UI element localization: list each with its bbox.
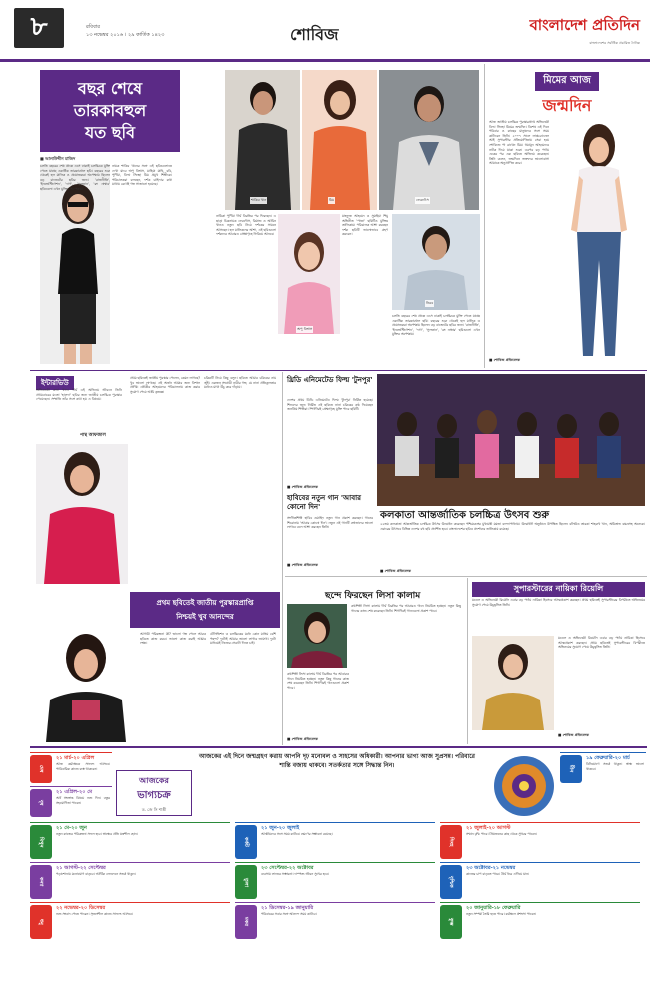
toonpur-story [285, 372, 375, 572]
row-divider [30, 370, 647, 371]
zodiac-text: সম্মান বৃদ্ধি পাবে। প্রিয়জনের কাছ থেকে সুখবর পাবেন। [466, 832, 537, 836]
lead-title-line-3: যত ছবি [85, 123, 135, 142]
photo-ferdous [379, 70, 479, 210]
kolkata-title: কলকাতা আন্তর্জাতিক চলচ্চিত্র উৎসব শুরু [380, 510, 550, 521]
zodiac-sign-name: মকর [235, 905, 257, 939]
zodiac-text: পড়াশোনায় মনোযোগ বাড়বে। আর্থিক লেনদেনে সতর্ক থাকুন। [56, 872, 136, 876]
lead-title-line-2: তারকাবহুল [73, 101, 147, 120]
horoscope-section [30, 750, 647, 980]
birthday-credit: ■ শোবিজ প্রতিবেদক [489, 358, 521, 362]
riyeli-credit: ■ শোবিজ প্রতিবেদক [558, 733, 590, 737]
interview-col-2: চরিত্রটি নিয়ে কিছু বলুন। ছবিতে আমার চরিত্রের নাম জুঁই। একজন সংগ্রামী নারীর গল্প, যে নানা প্রতিকূলতার মধ্যেও মাথা উঁচু করে দাঁড়ায়। [204, 376, 276, 390]
interview-col-3: আগামী পরিকল্পনা কী? ভালো গল্প পেলে আরও ছবিতে কাজ করব। ভালো কাজ করাই আমার লক্ষ্য। [140, 632, 206, 646]
riyeli-title: সুপারস্টারের নায়িকা রিয়েলি [472, 582, 645, 597]
zodiac-sign-name: কন্যা [30, 865, 52, 899]
zodiac-text: পরিবারের সবার সঙ্গে আনন্দে সময় কাটবে। [261, 912, 317, 916]
interview-story [30, 372, 280, 745]
zodiac-text: আজ কর্মক্ষেত্রে সাফল্য আসবে। পারিবারিক কাজে ব্যস্ত থাকবেন। [56, 762, 110, 771]
column-divider [467, 578, 468, 744]
zodiac-box [30, 862, 230, 900]
lisa-story [285, 578, 465, 744]
zodiac-date-range: ২১ ডিসেম্বর-১৯ জানুয়ারি [261, 905, 314, 911]
toonpur-body: দেশের প্রথম থ্রিডি এনিমেটেড ফিল্ম 'টুনপুর' নির্মিত হয়েছে। শিশুদের জন্য নির্মিত এই ছবিতে নানা চরিত্রের কণ্ঠ দিয়েছেন জনপ্রিয় শিল্পীরা। শিগগিরই প্রেক্ষাগৃহে মুক্তি পাবে ছবিটি। [287, 398, 373, 412]
lead-body-col-3: নায়িকা পূর্ণিমা দীর্ঘ বিরতির পর ফিরছেন। এ ছাড়া চিত্রনায়ক ফেরদৌস, রিয়াজ ও আমিন খানও নতুন ছবি নিয়ে দর্শকের সামনে আসছেন। হল মালিকদের আশা, এই ছবিগুলো দর্শকদের আবারও প্রেক্ষাগৃহে ফিরিয়ে আনবে। [216, 214, 276, 237]
zodiac-date-range: ২১ এপ্রিল-২০ মে [56, 789, 93, 795]
zodiac-box [235, 822, 435, 860]
zodiac-text: নতুন কাজের পরিকল্পনা সফল হবে। স্বাস্থ্যের প্রতি যত্নশীল হোন। [56, 832, 138, 836]
interview-banner-line-1: প্রথম ছবিতেই জাতীয় পুরস্কারপ্রাপ্তি [156, 599, 254, 607]
horoscope-title-line-1: আজকের [139, 776, 169, 785]
zodiac-sign-name: বৃশ্চিক [440, 865, 462, 899]
horoscope-title-box [116, 770, 192, 816]
zodiac-date-range: ২৩ সেপ্টেম্বর-২২ অক্টোবর [261, 865, 314, 871]
lead-body-col-2: নায়ক শাকিব খানের সঙ্গে এই ছবিগুলোতে দেখা যাবে অপু বিশ্বাস, মাহিয়া মাহি, ববি, পূর্ণিমা, বিদ্যা সিনহা মিম প্রমুখ শিল্পীকে। পরিচালকরা বলছেন, দর্শক চাহিদার কথা মাথায় রেখেই গল্প সাজানো হয়েছে। [112, 164, 172, 187]
interview-intro: অভিনেত্রী রুনা খান। দীর্ঘ এই অভিনয় জীবনে তিনি প্রথমবারের মতো 'হালদা' ছবির জন্য জাতীয় চলচ্চিত্র পুরস্কার পেয়েছেন। সম্প্রতি তাঁর সঙ্গে কথা হয় এ বিষয়ে। [36, 388, 122, 402]
lisa-body: কণ্ঠশিল্পী লিসা কালাম দীর্ঘ বিরতির পর আবারও গানে নিয়মিত হচ্ছেন। নতুন কিছু গানের কাজ শেষ করেছেন তিনি। শিগগিরই গানগুলো প্রকাশ পাবে। [351, 604, 461, 613]
zodiac-text: আত্মীয়দের সঙ্গে সময় কাটবে। ভ্রমণের সম্ভাবনা রয়েছে। [261, 832, 333, 836]
zodiac-date-range: ২১ জুন-২০ জুলাই [261, 825, 300, 831]
zodiac-date-range: ১৯ ফেব্রুয়ারি-২০ মার্চ [586, 755, 630, 761]
birthday-title-box [487, 68, 647, 118]
zodiac-sign-name: তুলা [235, 865, 257, 899]
interview-col-1: প্রথম ছবিতেই জাতীয় পুরস্কার পেলেন, কেমন লাগছে? খুব ভালো লাগছে। এই অর্জন আমার জন্য বিশাল প্রাপ্তি। তৌকীর আহমেদের পরিচালনায় কাজ করার সুযোগ পেয়ে আমি কৃতজ্ঞ। [130, 376, 200, 394]
zodiac-date-range: ২১ মার্চ-২০ এপ্রিল [56, 755, 95, 761]
lead-body-col-1: চলতি বছরের শেষ প্রান্তে এসে ঢাকাই চলচ্চিত্রে মুক্তি পেতে যাচ্ছে একাধিক তারকাবহুল ছবি। বছরের শুরু থেকেই হল মালিক ও প্রযোজকরা অপেক্ষায় ছিলেন বড় বাজেটের ছবির জন্য। 'রাজনীতি', 'ইনভেস্টিগেশন', 'দাগ', 'সুলতান', 'রং নাম্বার' ছবিগুলো এখন মুক্তির অপেক্ষায়। [40, 164, 110, 191]
masthead-logo: বাংলাদেশ প্রতিদিন [529, 16, 640, 34]
zodiac-text: কাজের চাপ বাড়তে পারে। ধৈর্য ধরে এগিয়ে যান। [466, 872, 530, 876]
masthead-tagline: বাংলাদেশের সর্বাধিক প্রচারিত দৈনিক [589, 41, 640, 45]
header-date: ১৩ নভেম্বর ২০১৬ । ২৯ কার্তিক ১৪২৩ [86, 32, 165, 38]
lisa-credit: ■ শোবিজ প্রতিবেদক [287, 737, 319, 741]
zodiac-box [30, 902, 230, 940]
birthday-story [487, 64, 647, 368]
zodiac-sign-name: কর্কট [235, 825, 257, 859]
birthday-title-line-2: জন্মদিন [542, 96, 592, 115]
zodiac-date-range: ২২ নভেম্বর-২০ ডিসেম্বর [56, 905, 106, 911]
zodiac-sign-name: মীন [560, 755, 582, 783]
lead-story [30, 64, 483, 368]
zodiac-sign-name: মিথুন [30, 825, 52, 859]
kolkata-credit: ■ শোবিজ প্রতিবেদক [380, 569, 412, 573]
zodiac-box [30, 786, 112, 818]
habib-body: সংগীতশিল্পী হাবিব ওয়াহিদ নতুন গান প্রকাশ করছেন। গানের শিরোনাম 'আবার কোনো দিন'। নতুন এই গানটি শ্রোতাদের ভালো লাগবে বলে আশা করছেন তিনি। [287, 516, 373, 530]
lead-title-box [40, 70, 180, 152]
zodiac-box [440, 902, 640, 940]
zodiac-box [560, 752, 646, 784]
birthday-body: আজ জাতীয় চলচ্চিত্র পুরস্কারপ্রাপ্ত অভিনেত্রী বিদ্যা সিনহা মিমের জন্মদিন। বিশেষ এই দিনে পরিবার ও কাছের মানুষদের সঙ্গে সময় কাটাবেন তিনি। ২০০৭ সালে লাক্স-চ্যানেল আই সুপারস্টার প্রতিযোগিতায় সেরা হয়ে শোবিজে পা রাখেন মিম। হুমায়ূন আহমেদের নাটক দিয়ে যাত্রা শুরু। এরপর বড় পর্দায় একের পর এক ছবিতে অভিনয় করেছেন। তিনি বলেন, জন্মদিনে ভক্তদের ভালোবাসা আমাকে অনুপ্রাণিত করে। [489, 120, 549, 166]
zodiac-text: অর্থ সংক্রান্ত বিষয়ে শুভ দিন। বন্ধুর সহযোগিতা পাবেন। [56, 796, 110, 805]
riyeli-story [470, 578, 647, 744]
toonpur-title: থ্রিডি এনিমেটেড ফিল্ম 'টুনপুর' [287, 376, 373, 384]
zodiac-box [235, 902, 435, 940]
lisa-body-2: কণ্ঠশিল্পী লিসা কালাম দীর্ঘ বিরতির পর আবারও গানে নিয়মিত হচ্ছেন। নতুন কিছু গানের কাজ শেষ করেছেন তিনি। শিগগিরই গানগুলো প্রকাশ পাবে। [287, 672, 349, 690]
page-number: ৮ [30, 12, 48, 42]
photo-mim [302, 70, 377, 210]
lead-body-col-5: চলতি বছরের শেষ প্রান্তে এসে ঢাকাই চলচ্চিত্রে মুক্তি পেতে যাচ্ছে একাধিক তারকাবহুল ছবি। বছরের শুরু থেকেই হল মালিক ও প্রযোজকরা অপেক্ষায় ছিলেন বড় বাজেটের ছবির জন্য। 'রাজনীতি', 'ইনভেস্টিগেশন', 'দাগ', 'সুলতান', 'রং নাম্বার' ছবিগুলো এখন মুক্তির অপেক্ষায়। [392, 314, 480, 337]
lead-byline: ■ আলাউদ্দীন মাজিদ [40, 156, 76, 161]
header-day: রবিবার [86, 24, 100, 30]
photo-apu [278, 214, 340, 334]
column-divider [282, 372, 283, 745]
zodiac-box [440, 822, 640, 860]
column-divider [484, 64, 485, 368]
caption-nirob: নিরব [426, 301, 434, 305]
zodiac-text: ব্যবসায় লাভের সম্ভাবনা। দাম্পত্য জীবন সুখের হবে। [261, 872, 329, 876]
zodiac-box [30, 752, 112, 784]
section-title: শোবিজ [290, 25, 339, 44]
zodiac-date-range: ২১ আগস্ট-২২ সেপ্টেম্বর [56, 865, 106, 871]
caption-ferdous: ফেরদৌস [416, 198, 429, 202]
photo-runa-2 [36, 630, 136, 742]
birthday-title-line-1: মিমের আজ [535, 72, 599, 91]
interviewer: পান্থ আফজাল [80, 433, 106, 438]
habib-credit: ■ শোবিজ প্রতিবেদক [287, 563, 319, 567]
lead-title-line-1: বছর শেষে [77, 79, 143, 98]
row-divider [30, 746, 647, 748]
caption-apu: অপু বিশ্বাস [297, 327, 313, 331]
zodiac-text: বিনিয়োগে সতর্ক থাকুন। স্বাস্থ্য ভালো থাকবে। [586, 762, 644, 771]
photo-runa [36, 444, 128, 584]
zodiac-text: নতুন সম্পর্ক তৈরি হতে পারে। কর্মস্থলে প্রশংসা পাবেন। [466, 912, 537, 916]
page-number-badge [14, 8, 64, 48]
zodiac-text: শুভ সংবাদ পেতে পারেন। সৃজনশীল কাজে সাফল্য আসবে। [56, 912, 133, 916]
photo-shakib [225, 70, 300, 210]
zodiac-sign-name: কুম্ভ [440, 905, 462, 939]
zodiac-sign-name: বৃষ [30, 789, 52, 817]
zodiac-sign-name: ধনু [30, 905, 52, 939]
interview-banner [130, 592, 280, 628]
zodiac-date-range: ২০ জানুয়ারি-১৮ ফেব্রুয়ারি [466, 905, 521, 911]
horoscope-intro: আজকের এই দিনে জন্মগ্রহণ করায় আপনি দৃঢ় মনোবল ও সাহসের অধিকারী। আপনার ভাগ্য আজ সুপ্রসন্ন। পরিবারে শান্তি বজায় থাকবে। সতর্কতার সঙ্গে সিদ্ধান্ত নিন। [199, 753, 475, 769]
lisa-title: ছন্দে ফিরছেন লিসা কালাম [325, 591, 421, 601]
photo-mim-full [549, 120, 645, 364]
zodiac-box [235, 862, 435, 900]
horoscope-title-line-2: ভাগ্যচক্র [137, 790, 171, 801]
zodiac-date-range: ২৩ অক্টোবর-২১ নভেম্বর [466, 865, 516, 871]
zodiac-sign-name: সিংহ [440, 825, 462, 859]
zodiac-box [30, 822, 230, 860]
lead-body-col-4: মাহফুজ আহমেদ ও সুমাইয়া শিমু অভিনীত 'পাতা' ছবিটিও মুক্তির তালিকায়। পরিচালক আশা করছেন দর্শক ছবিটি ভালোভাবে গ্রহণ করবেন। [342, 214, 388, 237]
photo-lisa [287, 604, 347, 668]
caption-shakib: শাকিব খান [251, 198, 267, 202]
photo-riyeli [472, 636, 554, 730]
interview-col-4: টেলিভিশন ও চলচ্চিত্রের মধ্যে কোন মাধ্যম বেশি পছন্দ? দুটোই আমার ভালো লাগার জায়গা। দুটো মাধ্যমেই নিজের সেরাটা দিতে চাই। [210, 632, 276, 646]
habib-title: হাবিবের নতুন গান 'আবার কোনো দিন' [287, 494, 361, 511]
riyeli-body: মডেল ও অভিনেত্রী রিয়েলি এবার বড় পর্দায় নায়িকা হিসেবে আত্মপ্রকাশ করছেন। প্রথম ছবিতেই সুপারস্টারের বিপরীতে অভিনয়ের সুযোগ পেয়ে উচ্ছ্বসিত তিনি। [472, 598, 645, 607]
zodiac-box [440, 862, 640, 900]
zodiac-sign-name: মেষ [30, 755, 52, 783]
kolkata-body: ২২তম কলকাতা আন্তর্জাতিক চলচ্চিত্র উৎসব উদ্বোধন করেছেন পশ্চিমবঙ্গের মুখ্যমন্ত্রী মমতা বন্দ্যোপাধ্যায়। উদ্বোধনী অনুষ্ঠানে উপস্থিত ছিলেন বলিউড তারকা শাহরুখ খান, অমিতাভ বচ্চনসহ অনেকে। এবারের উৎসবে বিভিন্ন দেশের বহু ছবি প্রদর্শিত হবে। বাংলাদেশের ছবিও প্রদর্শনের তালিকায় রয়েছে। [380, 522, 645, 531]
horoscope-byline: ড. জে সি শাস্ত্রী [141, 807, 167, 812]
zodiac-wheel-icon [492, 754, 556, 818]
photo-nirob [392, 214, 480, 310]
page-header [0, 0, 650, 62]
masthead [470, 14, 640, 48]
photo-kolkata [377, 374, 645, 506]
caption-mim: মিম [329, 198, 335, 202]
toonpur-credit: ■ শোবিজ প্রতিবেদক [287, 485, 319, 489]
interview-banner-line-2: নিশ্চয়ই খুব আনন্দের [176, 613, 234, 621]
row-divider [285, 576, 647, 577]
interview-tag: ইন্টারভিউ [36, 376, 74, 390]
zodiac-date-range: ২১ মে-২০ জুন [56, 825, 87, 831]
zodiac-date-range: ২১ জুলাই-২০ আগস্ট [466, 825, 511, 831]
riyeli-body-2: মডেল ও অভিনেত্রী রিয়েলি এবার বড় পর্দায় নায়িকা হিসেবে আত্মপ্রকাশ করছেন। প্রথম ছবিতেই সুপারস্টারের বিপরীতে অভিনয়ের সুযোগ পেয়ে উচ্ছ্বসিত তিনি। [558, 636, 645, 650]
